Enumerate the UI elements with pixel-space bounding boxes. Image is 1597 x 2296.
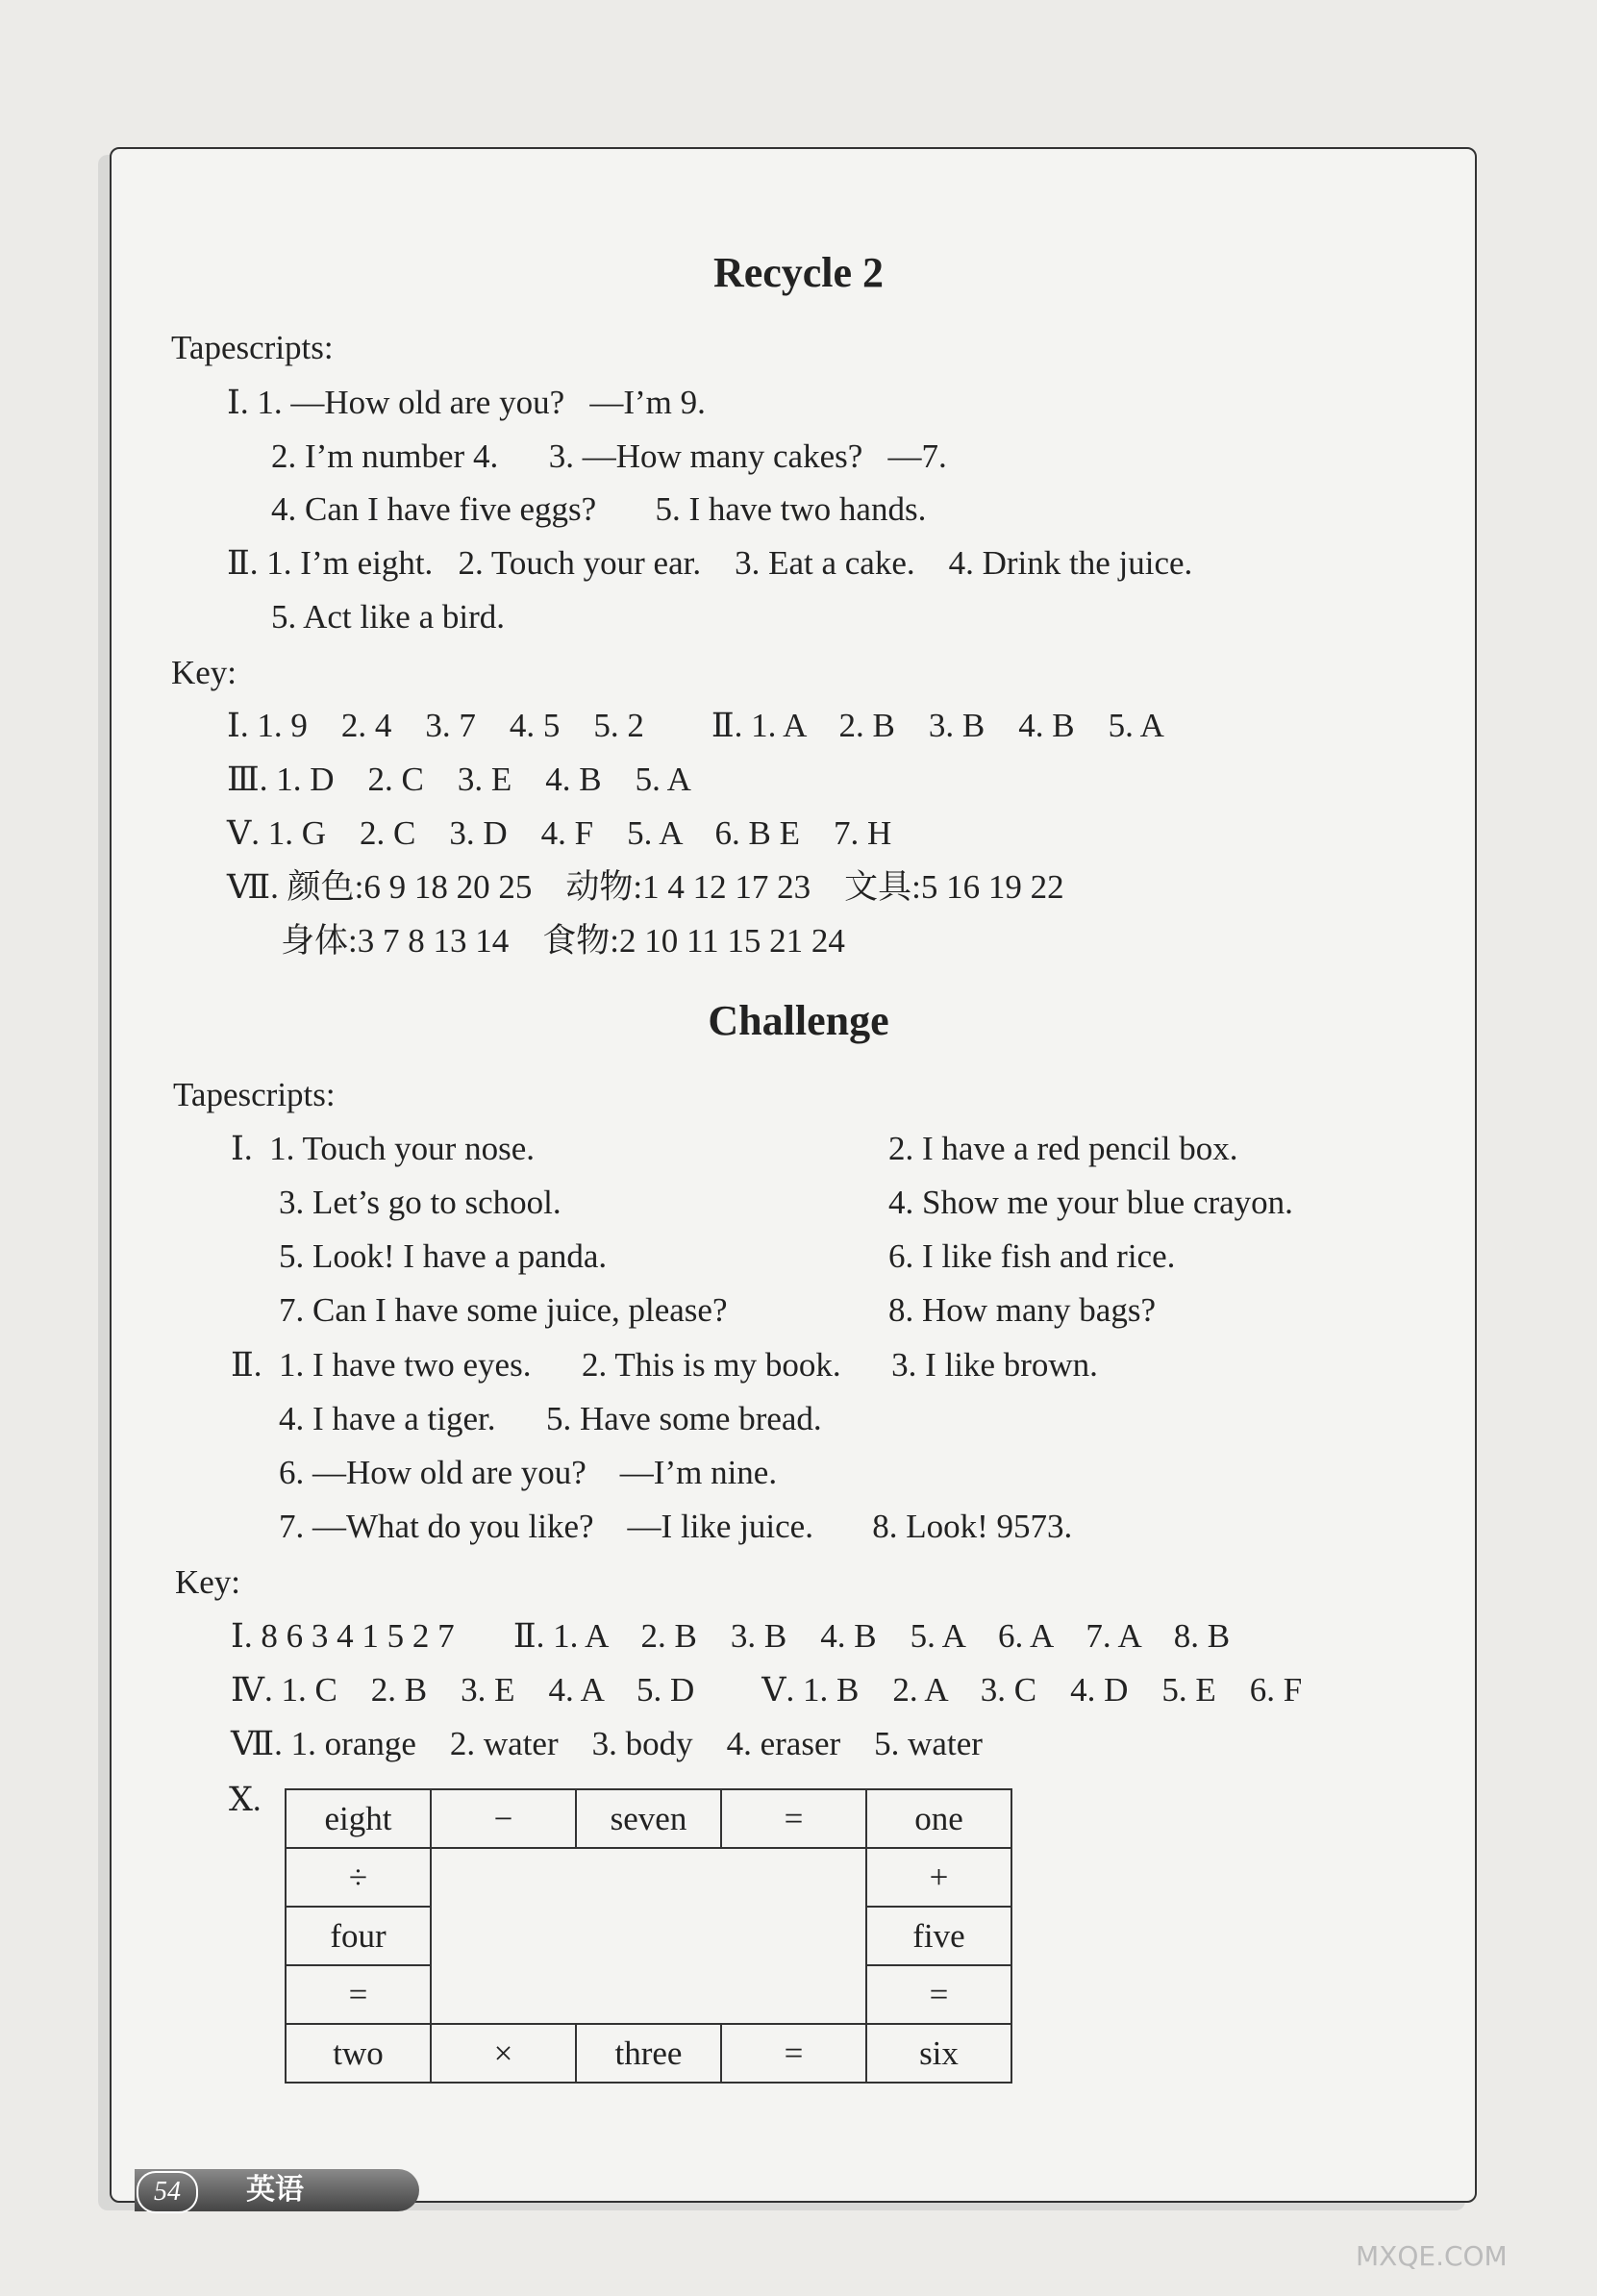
- challenge-d4: 7. —What do you like? —I like juice. 8. Look! 9573.: [279, 1508, 1073, 1545]
- page-number: 54: [137, 2171, 198, 2213]
- recycle-key-label: Key:: [171, 654, 237, 691]
- grid-cell: =: [286, 1965, 431, 2024]
- challenge-c2-left: 3. Let’s go to school.: [279, 1184, 561, 1221]
- grid-row: [286, 2024, 1011, 2083]
- challenge-d3: 6. —How old are you? —I’m nine.: [279, 1454, 778, 1491]
- subject-label: 英语: [246, 2173, 304, 2207]
- grid-cell: six: [866, 2024, 1011, 2083]
- math-word-grid: [285, 1788, 1012, 2084]
- recycle-t1-a: Ⅰ. 1. —How old are you? —I’m 9.: [227, 384, 706, 421]
- grid-row: [286, 1848, 1011, 1907]
- grid-cell: one: [866, 1789, 1011, 1848]
- challenge-c3-right: 6. I like fish and rice.: [888, 1237, 1176, 1275]
- challenge-c4-right: 8. How many bags?: [888, 1291, 1157, 1329]
- recycle-title: Recycle 2: [712, 249, 885, 296]
- grid-empty-center: [431, 1848, 866, 2024]
- grid-cell: ×: [431, 2024, 576, 2083]
- grid-row: [286, 1789, 1011, 1848]
- grid-cell: =: [866, 1965, 1011, 2024]
- recycle-key-4: Ⅶ. 颜色:6 9 18 20 25 动物:1 4 12 17 23 文具:5 16 19 22: [227, 868, 1064, 906]
- recycle-key-5: 身体:3 7 8 13 14 食物:2 10 11 15 21 24: [281, 922, 845, 960]
- grid-cell: =: [721, 2024, 866, 2083]
- challenge-c1-right: 2. I have a red pencil box.: [888, 1130, 1238, 1167]
- recycle-key-2: Ⅲ. 1. D 2. C 3. E 4. B 5. A: [227, 761, 691, 798]
- recycle-key-3: Ⅴ. 1. G 2. C 3. D 4. F 5. A 6. B E 7. H: [227, 814, 892, 852]
- grid-cell: seven: [576, 1789, 721, 1848]
- challenge-tapescripts-label: Tapescripts:: [173, 1076, 336, 1113]
- challenge-x-label: Ⅹ.: [229, 1781, 262, 1818]
- challenge-key-3: Ⅶ. 1. orange 2. water 3. body 4. eraser 5. water: [231, 1725, 983, 1762]
- grid-cell: ÷: [286, 1848, 431, 1907]
- watermark: MXQE.COM: [1356, 2240, 1508, 2272]
- challenge-key-label: Key:: [175, 1563, 241, 1601]
- challenge-d2: 4. I have a tiger. 5. Have some bread.: [279, 1400, 822, 1437]
- grid-cell: four: [286, 1907, 431, 1965]
- grid-cell: five: [866, 1907, 1011, 1965]
- grid-cell: eight: [286, 1789, 431, 1848]
- grid-cell: +: [866, 1848, 1011, 1907]
- grid-cell: −: [431, 1789, 576, 1848]
- challenge-c3-left: 5. Look! I have a panda.: [279, 1237, 608, 1275]
- challenge-title: Challenge: [708, 997, 889, 1044]
- recycle-t2-a: Ⅱ. 1. I’m eight. 2. Touch your ear. 3. Eat a cake. 4. Drink the juice.: [227, 544, 1193, 582]
- recycle-t2-b: 5. Act like a bird.: [271, 598, 506, 636]
- challenge-key-1: Ⅰ. 8 6 3 4 1 5 2 7 Ⅱ. 1. A 2. B 3. B 4. B 5. A 6. A 7. A 8. B: [231, 1617, 1231, 1655]
- recycle-tapescripts-label: Tapescripts:: [171, 329, 334, 366]
- recycle-t1-b: 2. I’m number 4. 3. —How many cakes? —7.: [271, 437, 947, 475]
- grid-cell: two: [286, 2024, 431, 2083]
- challenge-c4-left: 7. Can I have some juice, please?: [279, 1291, 728, 1329]
- challenge-d1: Ⅱ. 1. I have two eyes. 2. This is my book. 3. I like brown.: [231, 1346, 1098, 1384]
- recycle-key-1: Ⅰ. 1. 9 2. 4 3. 7 4. 5 5. 2 Ⅱ. 1. A 2. B 3. B 4. B 5. A: [227, 707, 1164, 744]
- challenge-c2-right: 4. Show me your blue crayon.: [888, 1184, 1293, 1221]
- grid-cell: three: [576, 2024, 721, 2083]
- recycle-t1-c: 4. Can I have five eggs? 5. I have two hands.: [271, 490, 927, 528]
- challenge-key-2: Ⅳ. 1. C 2. B 3. E 4. A 5. D Ⅴ. 1. B 2. A 3. C 4. D 5. E 6. F: [231, 1671, 1303, 1709]
- challenge-c1-left: Ⅰ. 1. Touch your nose.: [231, 1130, 535, 1167]
- grid-cell: =: [721, 1789, 866, 1848]
